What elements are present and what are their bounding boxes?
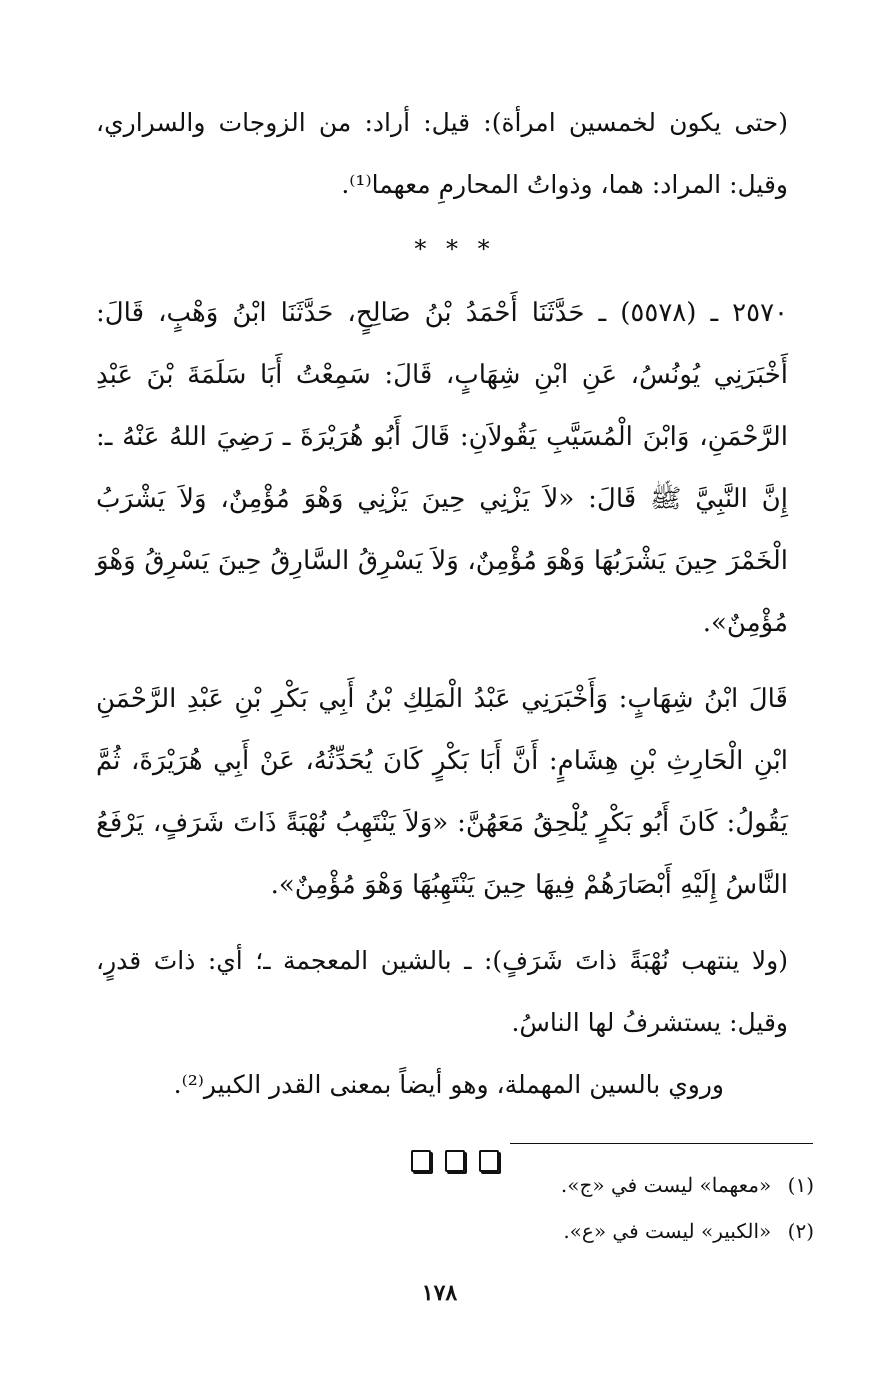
footnotes: [96, 1162, 814, 1254]
footnote-number: (١): [787, 1173, 814, 1197]
footnote-text: «الكبير» ليست في «ع».: [563, 1219, 772, 1243]
footnote-text: «معهما» ليست في «ج».: [560, 1173, 772, 1197]
commentary-paragraph-3: وروي بالسين المهملة، وهو أيضاً بمعنى القدر الكبير⁽²⁾.: [173, 1070, 724, 1099]
footnote-number: (٢): [787, 1219, 814, 1243]
footnote-divider: [510, 1143, 813, 1144]
hadith-text: ـ حَدَّثَنَا أَحْمَدُ بْنُ صَالِحٍ، حَدَّثَنَا ابْنُ وَهْبٍ، قَالَ: أَخْبَرَنِي يُونُسُ، عَنِ ابْنِ شِهَابٍ، قَالَ: سَمِعْتُ أَبَا سَلَمَةَ بْنَ عَبْدِ الرَّحْمَنِ، وَابْنَ الْمُسَيَّبِ يَقُولاَنِ: قَالَ أَبُو هُرَيْرَةَ ـ رَضِيَ اللهُ عَنْهُ ـ: إِنَّ النَّبِيَّ ﷺ قَالَ: «لاَ يَزْنِي حِينَ يَزْنِي وَهْوَ مُؤْمِنٌ، وَلاَ يَشْرَبُ الْخَمْرَ حِينَ يَشْرَبُهَا وَهْوَ مُؤْمِنٌ، وَلاَ يَسْرِقُ السَّارِقُ حِينَ يَسْرِقُ وَهْوَ مُؤْمِنٌ».: [96, 298, 788, 638]
section-separator: * * *: [414, 235, 496, 263]
commentary-paragraph-2: (ولا ينتهب نُهْبَةً ذاتَ شَرَفٍ): ـ بالشين المعجمة ـ؛ أي: ذاتَ قدرٍ، وقيل: يستشرفُ لها الناسُ.: [96, 946, 788, 1037]
footnote: [96, 1162, 814, 1208]
hadith-paragraph: [96, 282, 814, 654]
commentary-paragraph: (حتى يكون لخمسين امرأة): قيل: أراد: من الزوجات والسراري، وقيل: المراد: هما، وذواتُ المحارمِ معهما⁽¹⁾.: [96, 108, 788, 199]
hadith-number: ٢٥٧٠ ـ (٥٥٧٨): [620, 298, 789, 328]
footnote: [96, 1208, 814, 1254]
hadith-continuation: قَالَ ابْنُ شِهَابٍ: وَأَخْبَرَنِي عَبْدُ الْمَلِكِ بْنُ أَبِي بَكْرِ بْنِ عَبْدِ الرَّحْمَنِ ابْنِ الْحَارِثِ بْنِ هِشَامٍ: أَنَّ أَبَا بَكْرٍ كَانَ يُحَدِّثُهُ، عَنْ أَبِي هُرَيْرَةَ، ثُمَّ يَقُولُ: كَانَ أَبُو بَكْرٍ يُلْحِقُ مَعَهُنَّ: «وَلاَ يَنْتَهِبُ نُهْبَةً ذَاتَ شَرَفٍ، يَرْفَعُ النَّاسُ إِلَيْهِ أَبْصَارَهُمْ فِيهَا حِينَ يَنْتَهِبُهَا وَهْوَ مُؤْمِنٌ».: [96, 684, 788, 900]
page-number: ١٧٨: [421, 1280, 458, 1306]
page-body: [96, 92, 814, 1172]
